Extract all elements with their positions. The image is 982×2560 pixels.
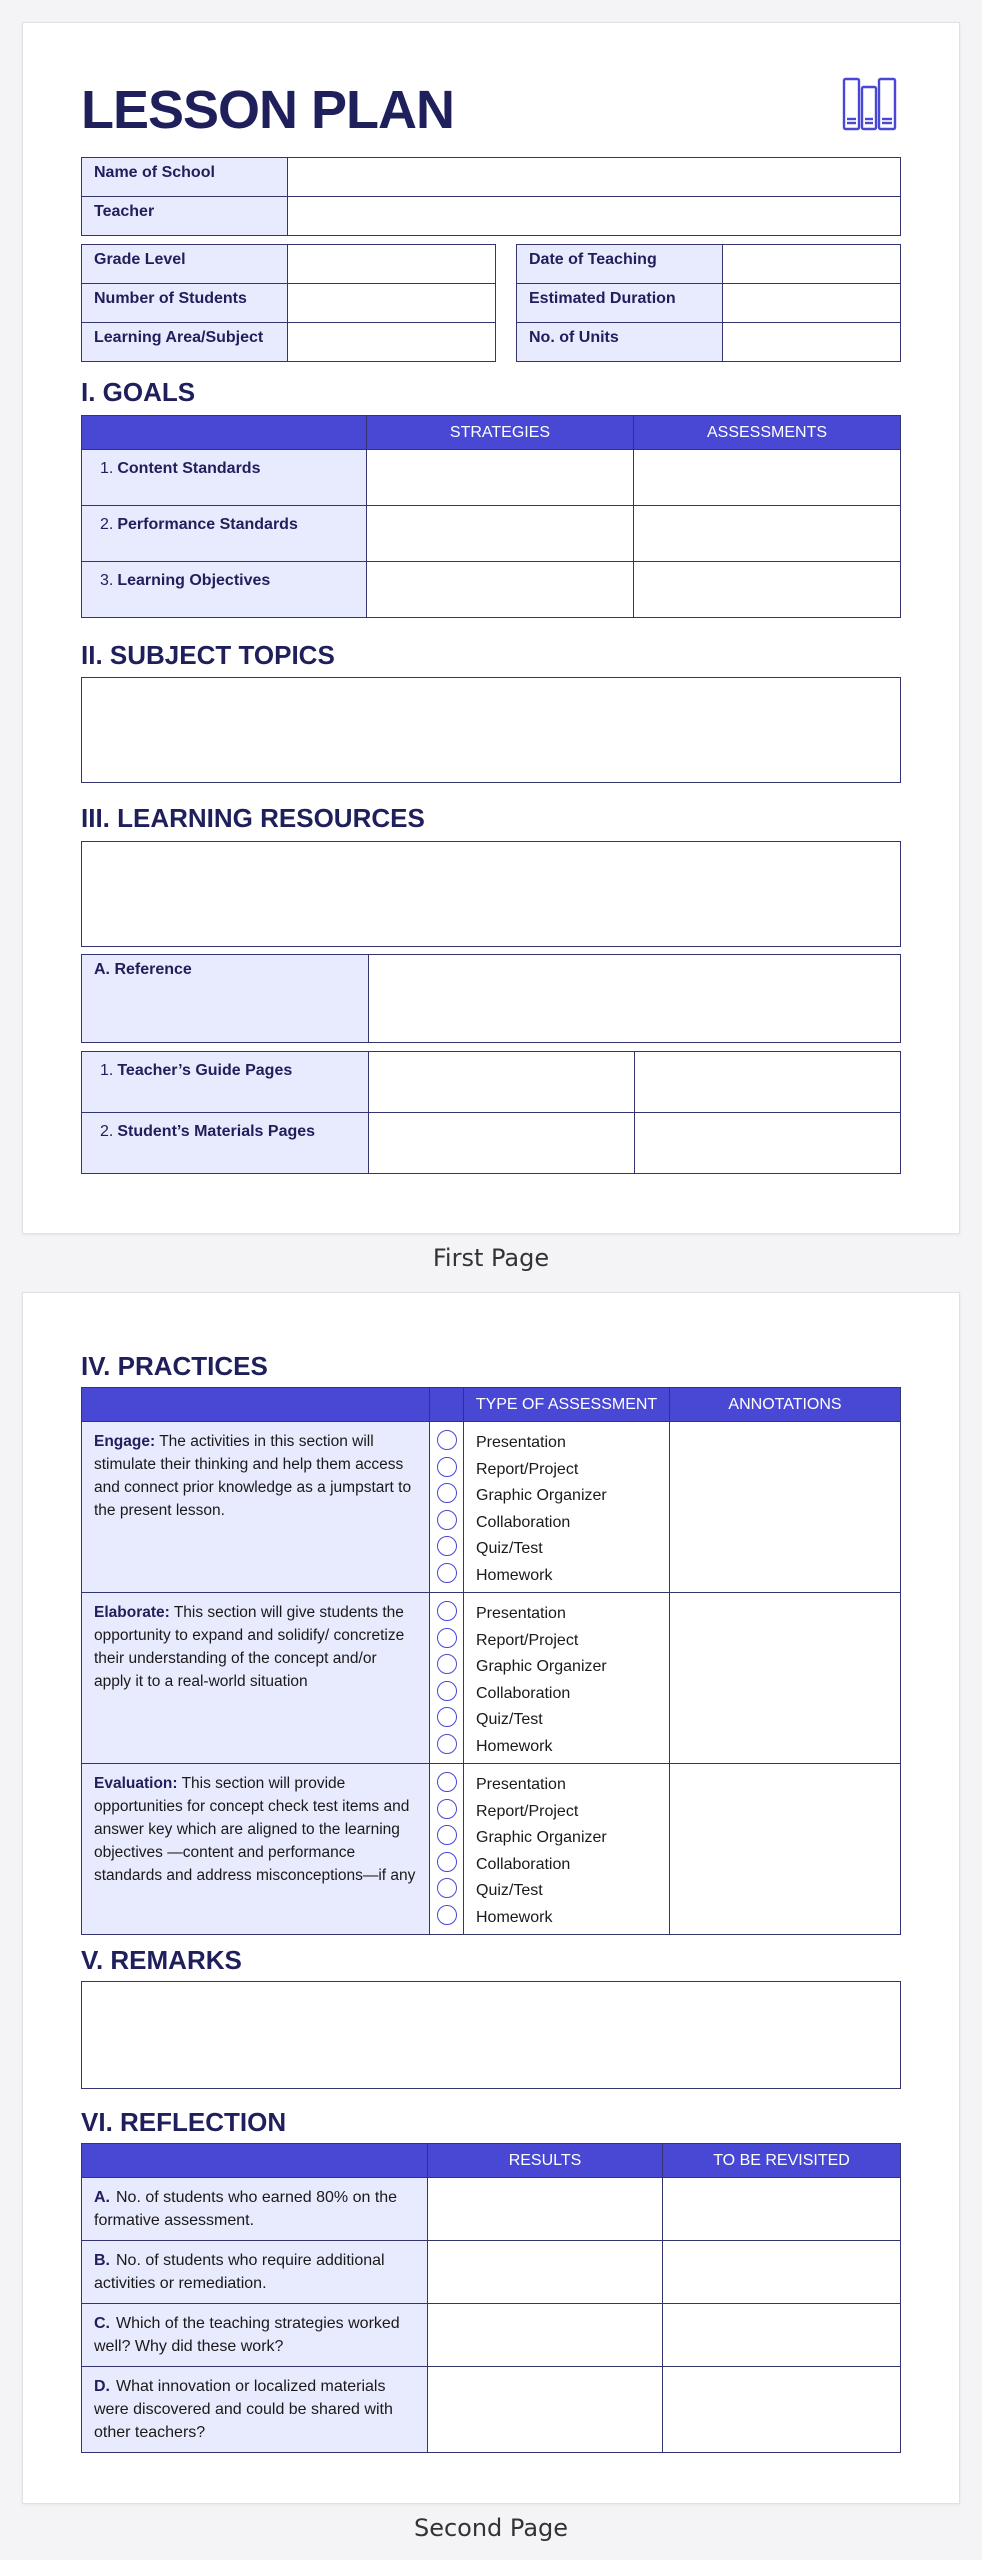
students-materials-pages-label: 2. Student’s Materials Pages — [82, 1113, 369, 1174]
elaborate-annotations-field[interactable] — [670, 1593, 901, 1764]
goals-row-content-standards: 1. Content Standards — [82, 450, 367, 506]
goals-row-learning-objectives: 3. Learning Objectives — [82, 562, 367, 618]
page-two — [22, 1292, 960, 2504]
reflection-d-results-field[interactable] — [428, 2367, 663, 2453]
radio-circle-icon[interactable] — [437, 1536, 457, 1556]
evaluation-annotations-field[interactable] — [670, 1764, 901, 1935]
radio-circle-icon[interactable] — [437, 1628, 457, 1648]
elaborate-radio-group — [430, 1593, 464, 1764]
reference-table — [81, 954, 901, 1043]
assessments-header: ASSESSMENTS — [634, 416, 901, 450]
strategies-header: STRATEGIES — [367, 416, 634, 450]
subject-topics-title: II. SUBJECT TOPICS — [81, 640, 335, 670]
radio-circle-icon[interactable] — [437, 1825, 457, 1845]
reference-label: A. Reference — [82, 955, 369, 1043]
students-materials-pages-field-1[interactable] — [369, 1113, 635, 1174]
option-report-project: Report/Project — [476, 1460, 579, 1478]
grade-level-field[interactable] — [288, 245, 496, 284]
reflection-a-revisit-field[interactable] — [663, 2178, 901, 2241]
reflection-b-revisit-field[interactable] — [663, 2241, 901, 2304]
engage-options — [464, 1422, 670, 1593]
content-standards-strategies-field[interactable] — [367, 450, 634, 506]
option-presentation: Presentation — [476, 1776, 566, 1793]
evaluation-options — [464, 1764, 670, 1935]
option-graphic-organizer: Graphic Organizer — [476, 1829, 607, 1846]
option-collaboration: Collaboration — [476, 1684, 571, 1702]
goals-row-performance-standards: 2. Performance Standards — [82, 506, 367, 562]
books-icon — [841, 75, 899, 133]
learning-area-field[interactable] — [288, 323, 496, 362]
number-of-students-label: Number of Students — [82, 284, 288, 323]
reflection-b-results-field[interactable] — [428, 2241, 663, 2304]
performance-standards-strategies-field[interactable] — [367, 506, 634, 562]
radio-circle-icon[interactable] — [437, 1563, 457, 1583]
radio-circle-icon[interactable] — [437, 1799, 457, 1819]
class-info-left — [81, 244, 496, 362]
reflection-row-a: A. No. of students who earned 80% on the formative assessment. — [82, 2178, 428, 2241]
option-graphic-organizer: Graphic Organizer — [476, 1658, 607, 1675]
date-of-teaching-field[interactable] — [723, 245, 901, 284]
option-quiz-test: Quiz/Test — [476, 1711, 543, 1728]
type-of-assessment-header: TYPE OF ASSESSMENT — [464, 1388, 670, 1422]
results-header: RESULTS — [428, 2144, 663, 2178]
second-page-caption: Second Page — [413, 2514, 569, 2542]
radio-circle-icon[interactable] — [437, 1510, 457, 1530]
radio-circle-icon[interactable] — [437, 1772, 457, 1792]
option-homework: Homework — [476, 1908, 553, 1926]
learning-resources-field[interactable] — [81, 841, 901, 947]
reflection-row-c: C. Which of the teaching strategies worked well? Why did these work? — [82, 2304, 428, 2367]
radio-circle-icon[interactable] — [437, 1457, 457, 1477]
reference-field[interactable] — [369, 955, 901, 1043]
evaluation-radio-group — [430, 1764, 464, 1935]
teacher-field[interactable] — [288, 197, 901, 236]
reflection-header-blank — [82, 2144, 428, 2178]
performance-standards-assessments-field[interactable] — [634, 506, 901, 562]
evaluation-description: Evaluation: This section will provide opportunities for concept check test items and answer key which are aligned to the learning objectives —content and performance standards and address misconceptions—if any — [82, 1764, 430, 1935]
option-quiz-test: Quiz/Test — [476, 1540, 543, 1557]
school-info-block — [81, 157, 901, 236]
radio-circle-icon[interactable] — [437, 1878, 457, 1898]
option-presentation: Presentation — [476, 1434, 566, 1451]
date-of-teaching-label: Date of Teaching — [517, 245, 723, 284]
name-of-school-label: Name of School — [82, 158, 288, 197]
practices-header-radio — [430, 1388, 464, 1422]
radio-circle-icon[interactable] — [437, 1681, 457, 1701]
practices-table — [81, 1387, 901, 1935]
elaborate-options — [464, 1593, 670, 1764]
content-standards-assessments-field[interactable] — [634, 450, 901, 506]
page-one — [22, 22, 960, 1234]
teacher-label: Teacher — [82, 197, 288, 236]
radio-circle-icon[interactable] — [437, 1707, 457, 1727]
engage-radio-group — [430, 1422, 464, 1593]
materials-table — [81, 1051, 901, 1174]
engage-annotations-field[interactable] — [670, 1422, 901, 1593]
reflection-title: VI. REFLECTION — [81, 2107, 287, 2137]
option-report-project: Report/Project — [476, 1631, 579, 1649]
remarks-title: V. REMARKS — [81, 1945, 242, 1975]
radio-circle-icon[interactable] — [437, 1905, 457, 1925]
radio-circle-icon[interactable] — [437, 1430, 457, 1450]
learning-objectives-assessments-field[interactable] — [634, 562, 901, 618]
radio-circle-icon[interactable] — [437, 1601, 457, 1621]
reflection-row-d: D. What innovation or localized materials were discovered and could be shared with other teachers? — [82, 2367, 428, 2453]
class-info-right — [516, 244, 901, 362]
reflection-table — [81, 2143, 901, 2453]
radio-circle-icon[interactable] — [437, 1734, 457, 1754]
remarks-field[interactable] — [81, 1981, 901, 2089]
option-homework: Homework — [476, 1737, 553, 1755]
reflection-d-revisit-field[interactable] — [663, 2367, 901, 2453]
estimated-duration-label: Estimated Duration — [517, 284, 723, 323]
goals-table — [81, 415, 901, 618]
elaborate-description: Elaborate: This section will give students the opportunity to expand and solidify/ concretize their understanding of the concept and/or apply it to a real-world situation — [82, 1593, 430, 1764]
option-collaboration: Collaboration — [476, 1855, 571, 1873]
subject-topics-field[interactable] — [81, 677, 901, 783]
first-page-caption: First Page — [432, 1244, 550, 1272]
radio-circle-icon[interactable] — [437, 1654, 457, 1674]
to-be-revisited-header: TO BE REVISITED — [663, 2144, 901, 2178]
option-presentation: Presentation — [476, 1605, 566, 1622]
teachers-guide-pages-field-1[interactable] — [369, 1052, 635, 1113]
goals-header-blank — [82, 416, 367, 450]
name-of-school-field[interactable] — [288, 158, 901, 197]
estimated-duration-field[interactable] — [723, 284, 901, 323]
option-collaboration: Collaboration — [476, 1513, 571, 1531]
grade-level-label: Grade Level — [82, 245, 288, 284]
students-materials-pages-field-2[interactable] — [635, 1113, 901, 1174]
goals-title: I. GOALS — [81, 377, 196, 407]
practices-header-blank — [82, 1388, 430, 1422]
radio-circle-icon[interactable] — [437, 1852, 457, 1872]
learning-area-label: Learning Area/Subject — [82, 323, 288, 362]
no-of-units-label: No. of Units — [517, 323, 723, 362]
option-graphic-organizer: Graphic Organizer — [476, 1487, 607, 1504]
reflection-a-results-field[interactable] — [428, 2178, 663, 2241]
learning-objectives-strategies-field[interactable] — [367, 562, 634, 618]
reflection-c-revisit-field[interactable] — [663, 2304, 901, 2367]
number-of-students-field[interactable] — [288, 284, 496, 323]
option-report-project: Report/Project — [476, 1802, 579, 1820]
option-homework: Homework — [476, 1566, 553, 1584]
engage-description: Engage: The activities in this section will stimulate their thinking and help them access and connect prior knowledge as a jumpstart to the present lesson. — [82, 1422, 430, 1593]
reflection-row-b: B. No. of students who require additional activities or remediation. — [82, 2241, 428, 2304]
radio-circle-icon[interactable] — [437, 1483, 457, 1503]
practices-title: IV. PRACTICES — [81, 1351, 268, 1381]
option-quiz-test: Quiz/Test — [476, 1882, 543, 1899]
reflection-c-results-field[interactable] — [428, 2304, 663, 2367]
teachers-guide-pages-field-2[interactable] — [635, 1052, 901, 1113]
learning-resources-title: III. LEARNING RESOURCES — [81, 803, 425, 833]
teachers-guide-pages-label: 1. Teacher’s Guide Pages — [82, 1052, 369, 1113]
no-of-units-field[interactable] — [723, 323, 901, 362]
annotations-header: ANNOTATIONS — [670, 1388, 901, 1422]
page-title: LESSON PLAN — [81, 80, 455, 140]
